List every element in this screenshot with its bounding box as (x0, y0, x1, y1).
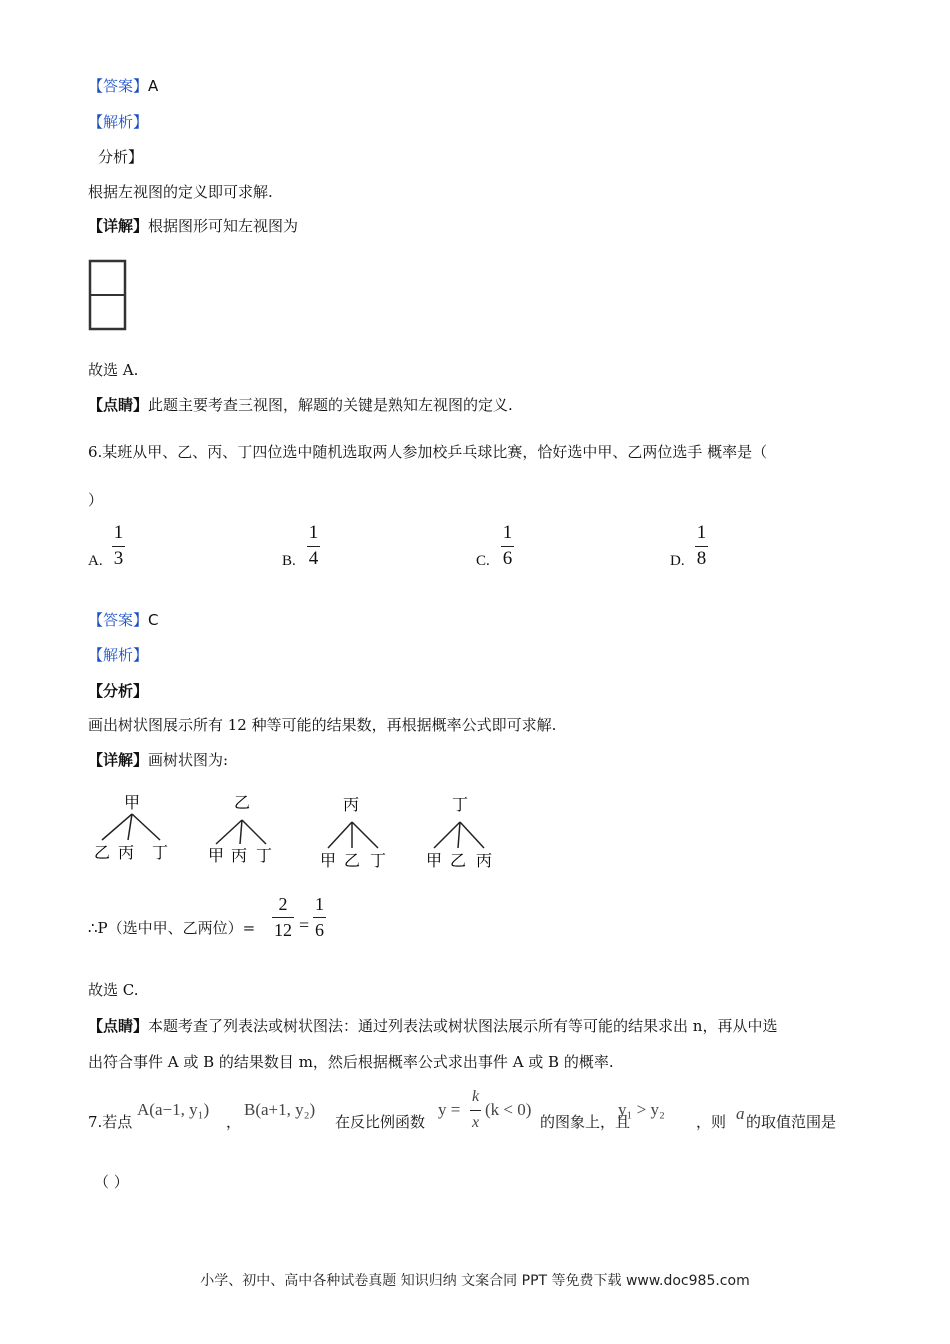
q6-answer-line (88, 610, 159, 630)
comment-text: 此题主要考查三视图，解题的关键是熟知左视图的定义. (148, 396, 513, 414)
prob-frac1-num: 2 (278, 894, 288, 914)
answer-value: C (148, 611, 159, 629)
tree-leaf-4-2: 乙 (450, 851, 467, 870)
tree-leaf-3-2: 乙 (344, 851, 361, 870)
tree-root-4: 丁 (452, 795, 469, 814)
option-c-den: 6 (502, 548, 513, 569)
option-a-label: A. (88, 553, 103, 569)
q5-answer-line (88, 76, 158, 96)
answer-tag: 【答案】 (88, 77, 149, 95)
tree-diagram (88, 788, 508, 878)
q6-analysis-tag: 【解析】 (88, 646, 149, 664)
q6-question-line1: 6.某班从甲、乙、丙、丁四位选中随机选取两人参加校乒乓球比赛，恰好选中甲、乙两位选手 概率是（ (88, 443, 768, 461)
option-b-fraction (307, 522, 320, 570)
q5-choose-text: 故选 A. (88, 361, 139, 379)
tree-root-3: 丙 (343, 795, 360, 814)
tree-leaf-2-3: 丁 (256, 846, 273, 865)
tree-leaf-4-3: 丙 (476, 851, 493, 870)
q5-analysis-tag: 【解析】 (88, 113, 149, 131)
answer-value: A (148, 77, 159, 95)
q7-point-a: A(a−1, y₁) (137, 1100, 210, 1119)
q6-fenxi-text: 画出树状图展示所有 12 种等可能的结果数，再根据概率公式即可求解. (88, 716, 557, 734)
q7-mid3: ，则 (696, 1113, 727, 1131)
prob-frac1-den: 12 (274, 920, 292, 940)
q7-func-fraction (470, 1086, 481, 1134)
comment-tag: 【点睛】 (88, 1017, 149, 1035)
tree-leaf-3-1: 甲 (320, 851, 337, 870)
q7-suffix: 的取值范围是 (746, 1113, 837, 1131)
option-a-num: 1 (113, 522, 124, 543)
option-b-den: 4 (308, 548, 319, 569)
q7-func-den: x (471, 1114, 480, 1131)
q5-detail-line (88, 216, 298, 236)
q7-paren: （ ） (94, 1173, 129, 1191)
comment-tag: 【点睛】 (88, 396, 149, 414)
q7-func-num: k (471, 1088, 480, 1105)
prob-fraction-2 (313, 893, 326, 941)
q7-prefix: 7.若点 (88, 1113, 133, 1131)
option-d-label: D. (670, 553, 685, 569)
prob-eq: = (299, 915, 310, 935)
tree-group-4 (426, 795, 492, 870)
option-b-num: 1 (308, 522, 319, 543)
tree-leaf-1-3: 丁 (152, 843, 169, 862)
option-d-den: 8 (696, 548, 707, 569)
q6-prob-prefix: ∴P（选中甲、乙两位）= (88, 919, 256, 937)
option-c-label: C. (476, 553, 490, 569)
q6-comment-line2: 出符合事件 A 或 B 的结果数目 m，然后根据概率公式求出事件 A 或 B 的概率. (88, 1053, 614, 1071)
page-footer: 小学、初中、高中各种试卷真题 知识归纳 文案合同 PPT 等免费下载 www.doc985.com (200, 1273, 750, 1289)
q6-choose-text: 故选 C. (88, 981, 139, 999)
tree-leaf-4-1: 甲 (426, 851, 443, 870)
comment-text-1: 本题考查了列表法或树状图法：通过列表法或树状图法展示所有等可能的结果求出 n，再从中选 (148, 1017, 778, 1035)
answer-tag: 【答案】 (88, 611, 149, 629)
option-d-num: 1 (696, 522, 707, 543)
tree-leaf-1-1: 乙 (94, 843, 111, 862)
q7-mid2: 的图象上，且 (540, 1113, 631, 1131)
prob-fraction-1 (272, 893, 294, 941)
q6-fenxi-tag: 【分析】 (88, 682, 149, 700)
q7-point-b: B(a+1, y₂) (244, 1100, 316, 1119)
tree-root-2: 乙 (234, 793, 251, 812)
left-view-figure (88, 259, 128, 333)
detail-tag: 【详解】 (88, 217, 149, 235)
prob-frac2-num: 1 (315, 894, 324, 914)
q7-func-lhs: y = (438, 1100, 461, 1119)
q7-ineq: y₁ > y₂ (618, 1100, 665, 1119)
q7-comma: ， (226, 1113, 242, 1131)
q5-fenxi-fragment: 分析】 (98, 148, 144, 166)
option-a-den: 3 (113, 548, 124, 569)
q6-detail-line (88, 750, 228, 770)
detail-tag: 【详解】 (88, 751, 149, 769)
tree-root-1: 甲 (124, 793, 141, 812)
q7-func-cond: (k < 0) (485, 1100, 532, 1119)
q6-question-line2: ） (88, 491, 104, 509)
option-a-fraction (112, 522, 125, 570)
prob-frac2-den: 6 (315, 920, 324, 940)
tree-leaf-2-2: 丙 (231, 846, 248, 865)
option-c-fraction (501, 522, 514, 570)
tree-group-2 (208, 793, 272, 865)
option-c-num: 1 (502, 522, 513, 543)
q5-analysis-text: 根据左视图的定义即可求解. (88, 183, 273, 201)
detail-text: 画树状图为: (148, 751, 229, 769)
q7-mid: 在反比例函数 (335, 1113, 426, 1131)
q6-comment-line1 (88, 1016, 777, 1036)
tree-leaf-3-3: 丁 (370, 851, 387, 870)
option-b-label: B. (282, 553, 296, 569)
tree-leaf-2-1: 甲 (208, 846, 225, 865)
q7-var: a (736, 1104, 745, 1123)
detail-text: 根据图形可知左视图为 (148, 217, 299, 235)
tree-group-1 (94, 793, 168, 862)
tree-leaf-1-2: 丙 (118, 843, 135, 862)
option-d-fraction (695, 522, 708, 570)
tree-group-3 (320, 795, 386, 870)
q5-comment-line (88, 395, 513, 415)
